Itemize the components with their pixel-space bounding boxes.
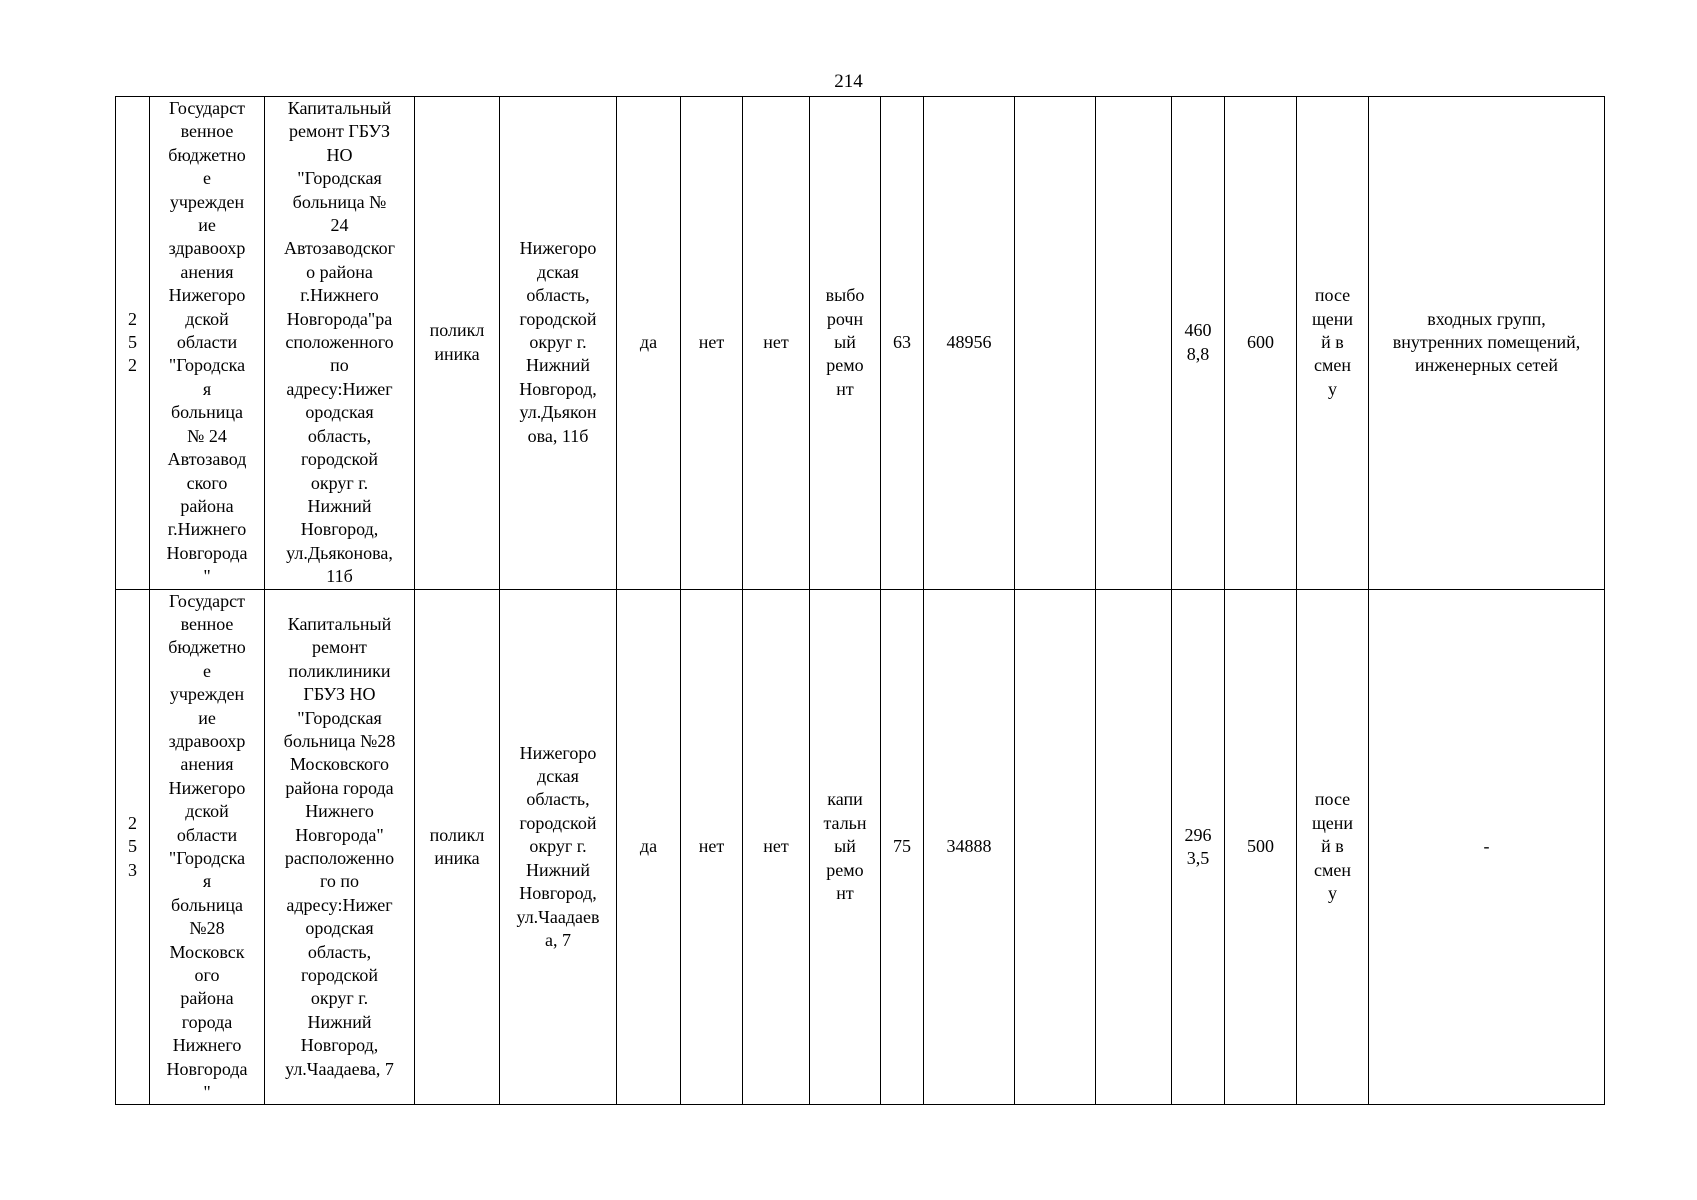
organization-cell: Государст венное бюджетно е учрежден ие здравоохр анения Нижегоро дской области "Городска я больница №28 Московск ого района города Нижнего Новгорода " — [150, 589, 265, 1105]
flag-cell-3: нет — [743, 97, 810, 590]
table-row — [116, 589, 1605, 1105]
empty-cell-1 — [1015, 589, 1096, 1105]
notes-cell: - — [1369, 589, 1605, 1105]
notes-cell: входных групп, внутренних помещений, инженерных сетей — [1369, 97, 1605, 590]
flag-cell-1: да — [617, 97, 681, 590]
cost-cell: 34888 — [924, 589, 1015, 1105]
year-cell: 75 — [881, 589, 924, 1105]
capacity-cell: 600 — [1225, 97, 1297, 590]
flag-cell-1: да — [617, 589, 681, 1105]
unit-cell: посе щени й в смен у — [1297, 589, 1369, 1105]
empty-cell-2 — [1096, 589, 1172, 1105]
address-cell: Нижегоро дская область, городской округ г. Нижний Новгород, ул.Чаадаев а, 7 — [500, 589, 617, 1105]
empty-cell-1 — [1015, 97, 1096, 590]
area-cell: 460 8,8 — [1172, 97, 1225, 590]
table-row — [116, 97, 1605, 590]
registry-table — [115, 96, 1605, 1105]
cost-cell: 48956 — [924, 97, 1015, 590]
row-number-cell: 2 5 2 — [116, 97, 150, 590]
flag-cell-3: нет — [743, 589, 810, 1105]
address-cell: Нижегоро дская область, городской округ г. Нижний Новгород, ул.Дьякон ова, 11б — [500, 97, 617, 590]
flag-cell-2: нет — [681, 97, 743, 590]
organization-cell: Государст венное бюджетно е учрежден ие здравоохр анения Нижегоро дской области "Городска я больница № 24 Автозавод ского района г.Нижнего Новгорода " — [150, 97, 265, 590]
project-name-cell: Капитальный ремонт поликлиники ГБУЗ НО "Городская больница №28 Московского района города Нижнего Новгорода" расположенно го по адресу:Нижег ородская область, городской округ г. Нижний Новгород, ул.Чаадаева, 7 — [265, 589, 415, 1105]
empty-cell-2 — [1096, 97, 1172, 590]
object-type-cell: поликл иника — [415, 589, 500, 1105]
capacity-cell: 500 — [1225, 589, 1297, 1105]
unit-cell: посе щени й в смен у — [1297, 97, 1369, 590]
work-type-cell: капи тальн ый ремо нт — [810, 589, 881, 1105]
project-name-cell: Капитальный ремонт ГБУЗ НО "Городская больница № 24 Автозаводског о района г.Нижнего Новгорода"ра сположенного по адресу:Нижег ородская область, городской округ г. Нижний Новгород, ул.Дьяконова, 11б — [265, 97, 415, 590]
object-type-cell: поликл иника — [415, 97, 500, 590]
year-cell: 63 — [881, 97, 924, 590]
work-type-cell: выбо рочн ый ремо нт — [810, 97, 881, 590]
row-number-cell: 2 5 3 — [116, 589, 150, 1105]
page-number: 214 — [834, 71, 863, 92]
area-cell: 296 3,5 — [1172, 589, 1225, 1105]
flag-cell-2: нет — [681, 589, 743, 1105]
